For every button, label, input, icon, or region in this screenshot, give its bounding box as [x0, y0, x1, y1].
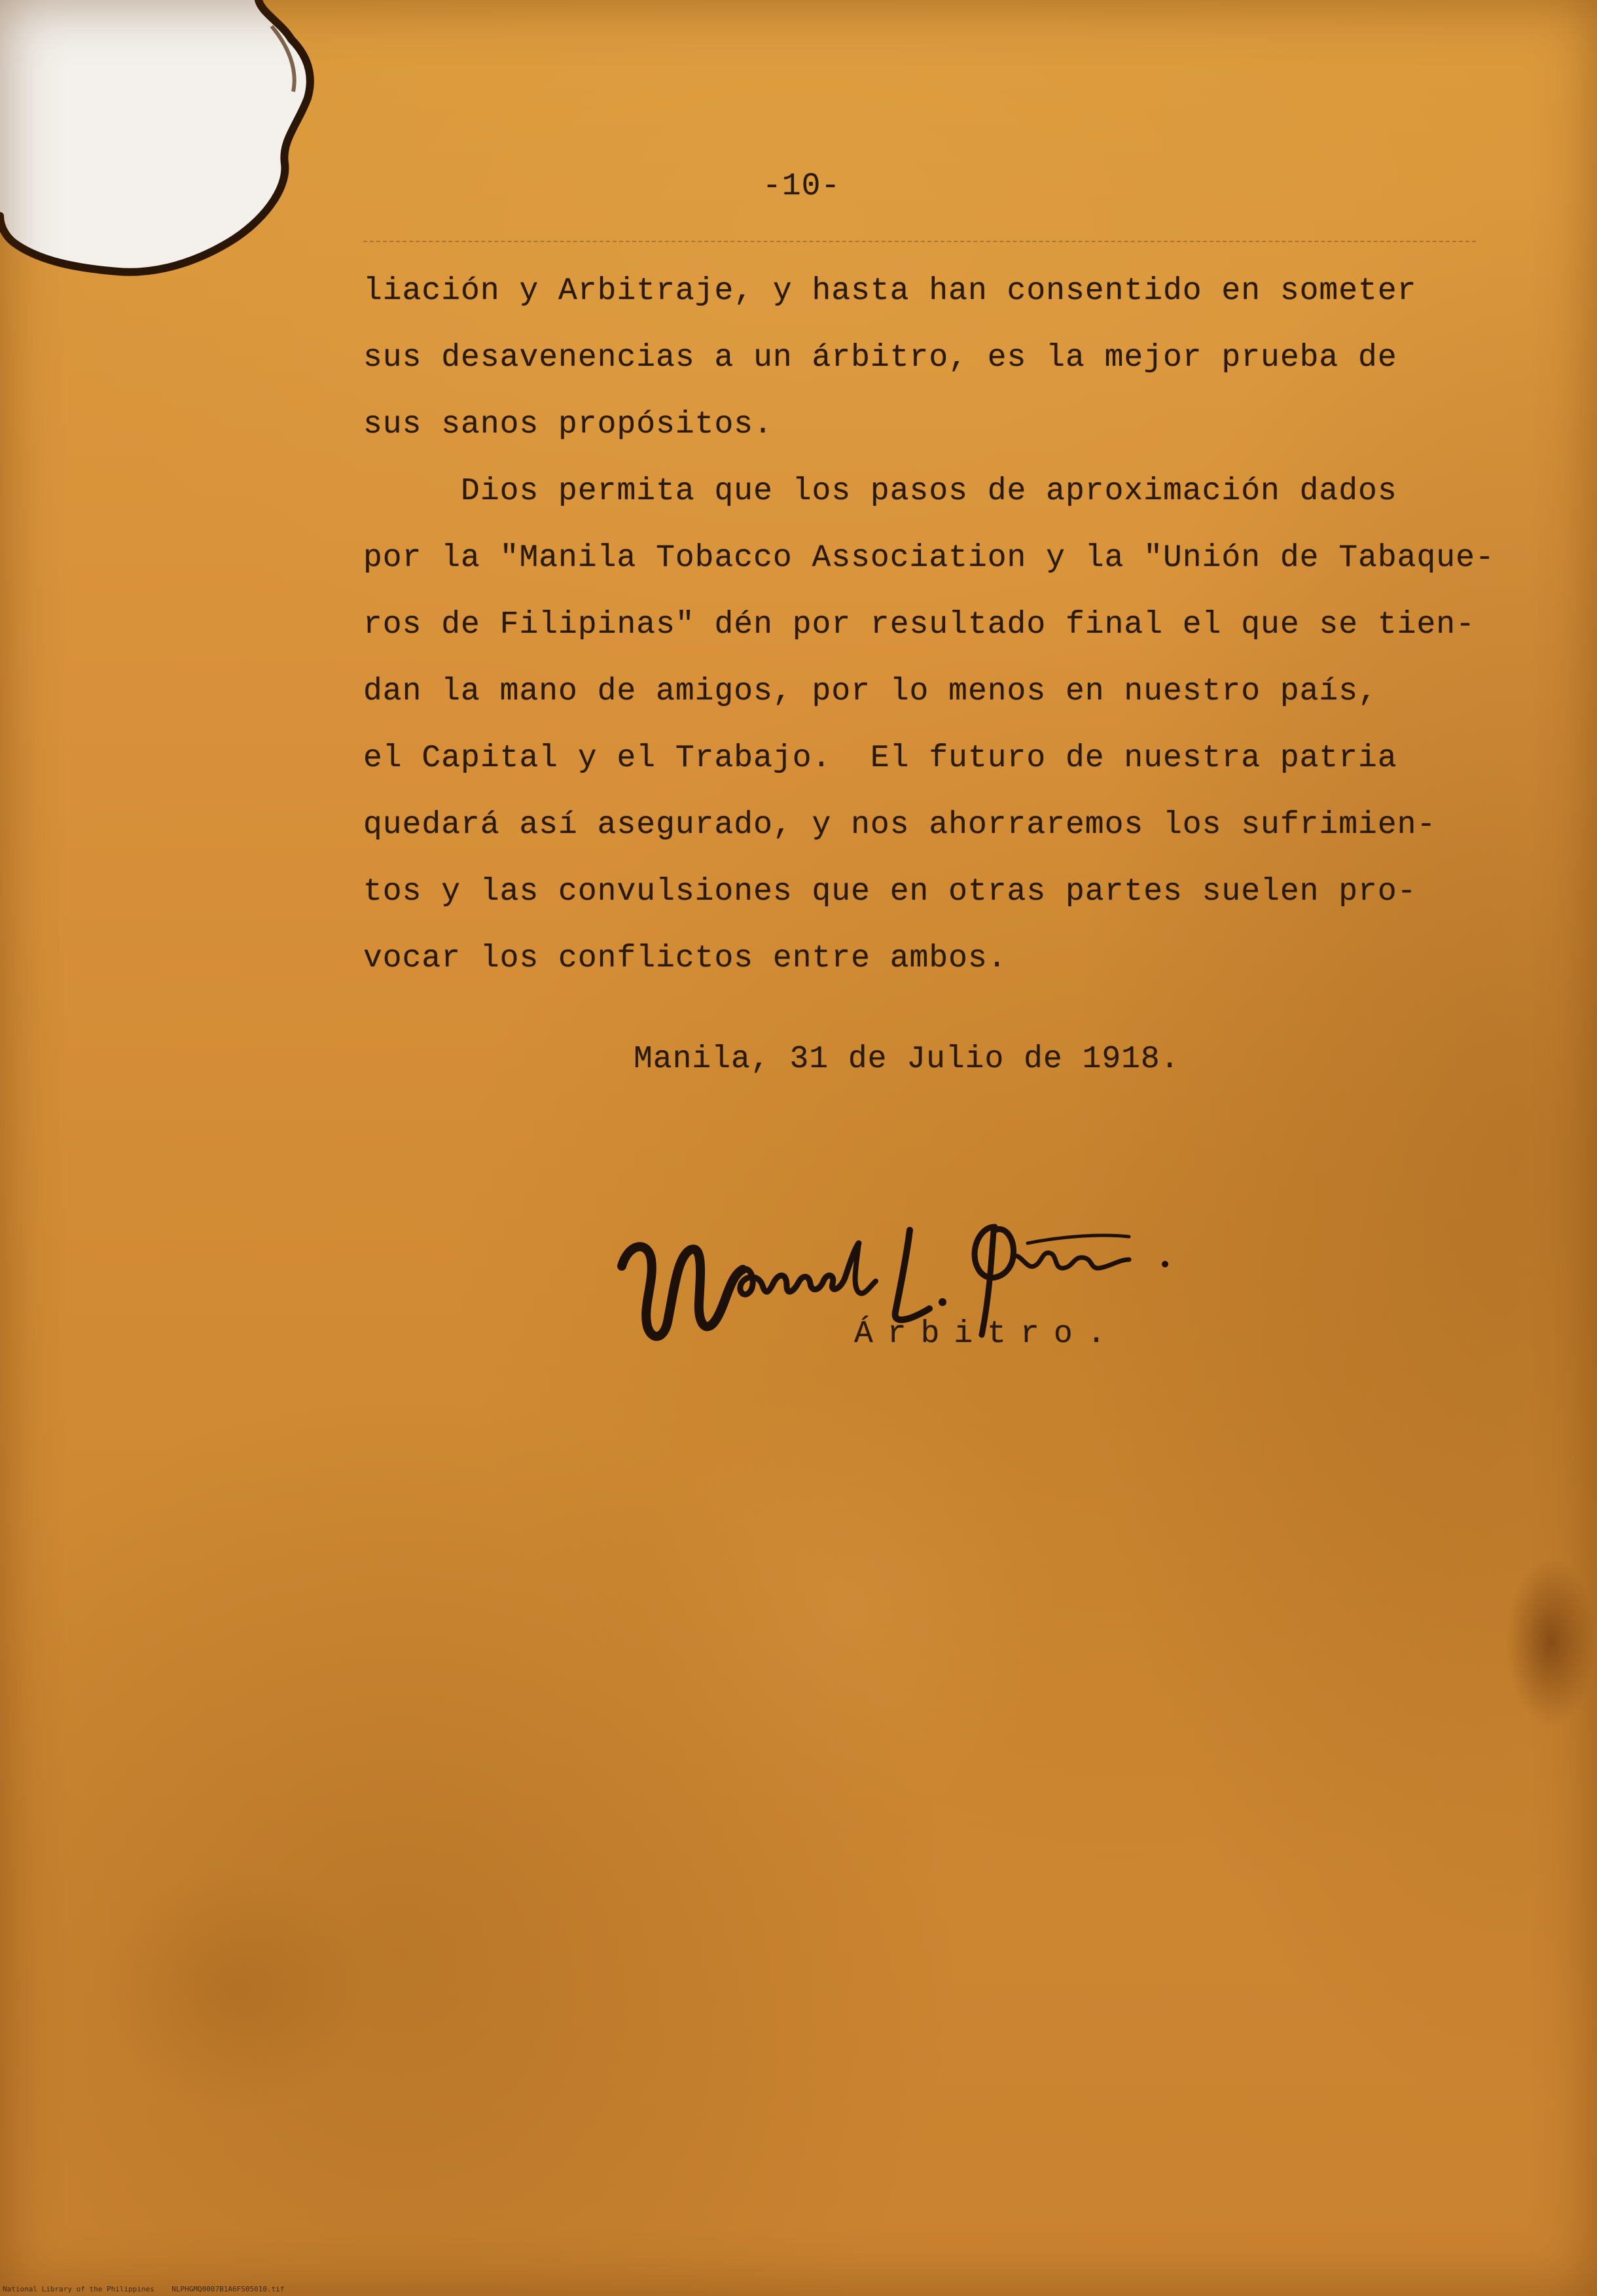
body-line: tos y las convulsiones que en otras partes suelen pro-: [363, 874, 1417, 910]
body-line: ros de Filipinas" dén por resultado final el que se tien-: [363, 607, 1475, 643]
body-line: Dios permita que los pasos de aproximación dados: [363, 474, 1397, 509]
dateline: Manila, 31 de Julio de 1918.: [634, 1042, 1180, 1077]
page-number: -10-: [763, 169, 841, 204]
body-line: vocar los conflictos entre ambos.: [363, 941, 1007, 976]
torn-corner: [0, 0, 340, 288]
faint-rule: [363, 241, 1476, 242]
body-line: dan la mano de amigos, por lo menos en nuestro país,: [363, 674, 1378, 709]
body-line: quedará así asegurado, y nos ahorraremos los sufrimien-: [363, 807, 1437, 843]
stain-center: [641, 1374, 1060, 1832]
body-line: por la "Manila Tobacco Association y la "Unión de Tabaque-: [363, 540, 1495, 576]
body-line: liación y Arbitraje, y hasta han consentido en someter: [363, 274, 1417, 309]
signature-title: Árbitro.: [854, 1316, 1121, 1352]
archive-footer: National Library of the Philippines NLPHGMQ0007B1A6FS05010.tif: [3, 2285, 285, 2293]
body-line: el Capital y el Trabajo. El futuro de nuestra patria: [363, 741, 1397, 776]
body-line: sus desavenencias a un árbitro, es la mejor prueba de: [363, 340, 1397, 376]
stain-bottom-left: [98, 1865, 373, 2113]
body-line: sus sanos propósitos.: [363, 407, 773, 442]
stain-right: [1505, 1557, 1597, 1727]
